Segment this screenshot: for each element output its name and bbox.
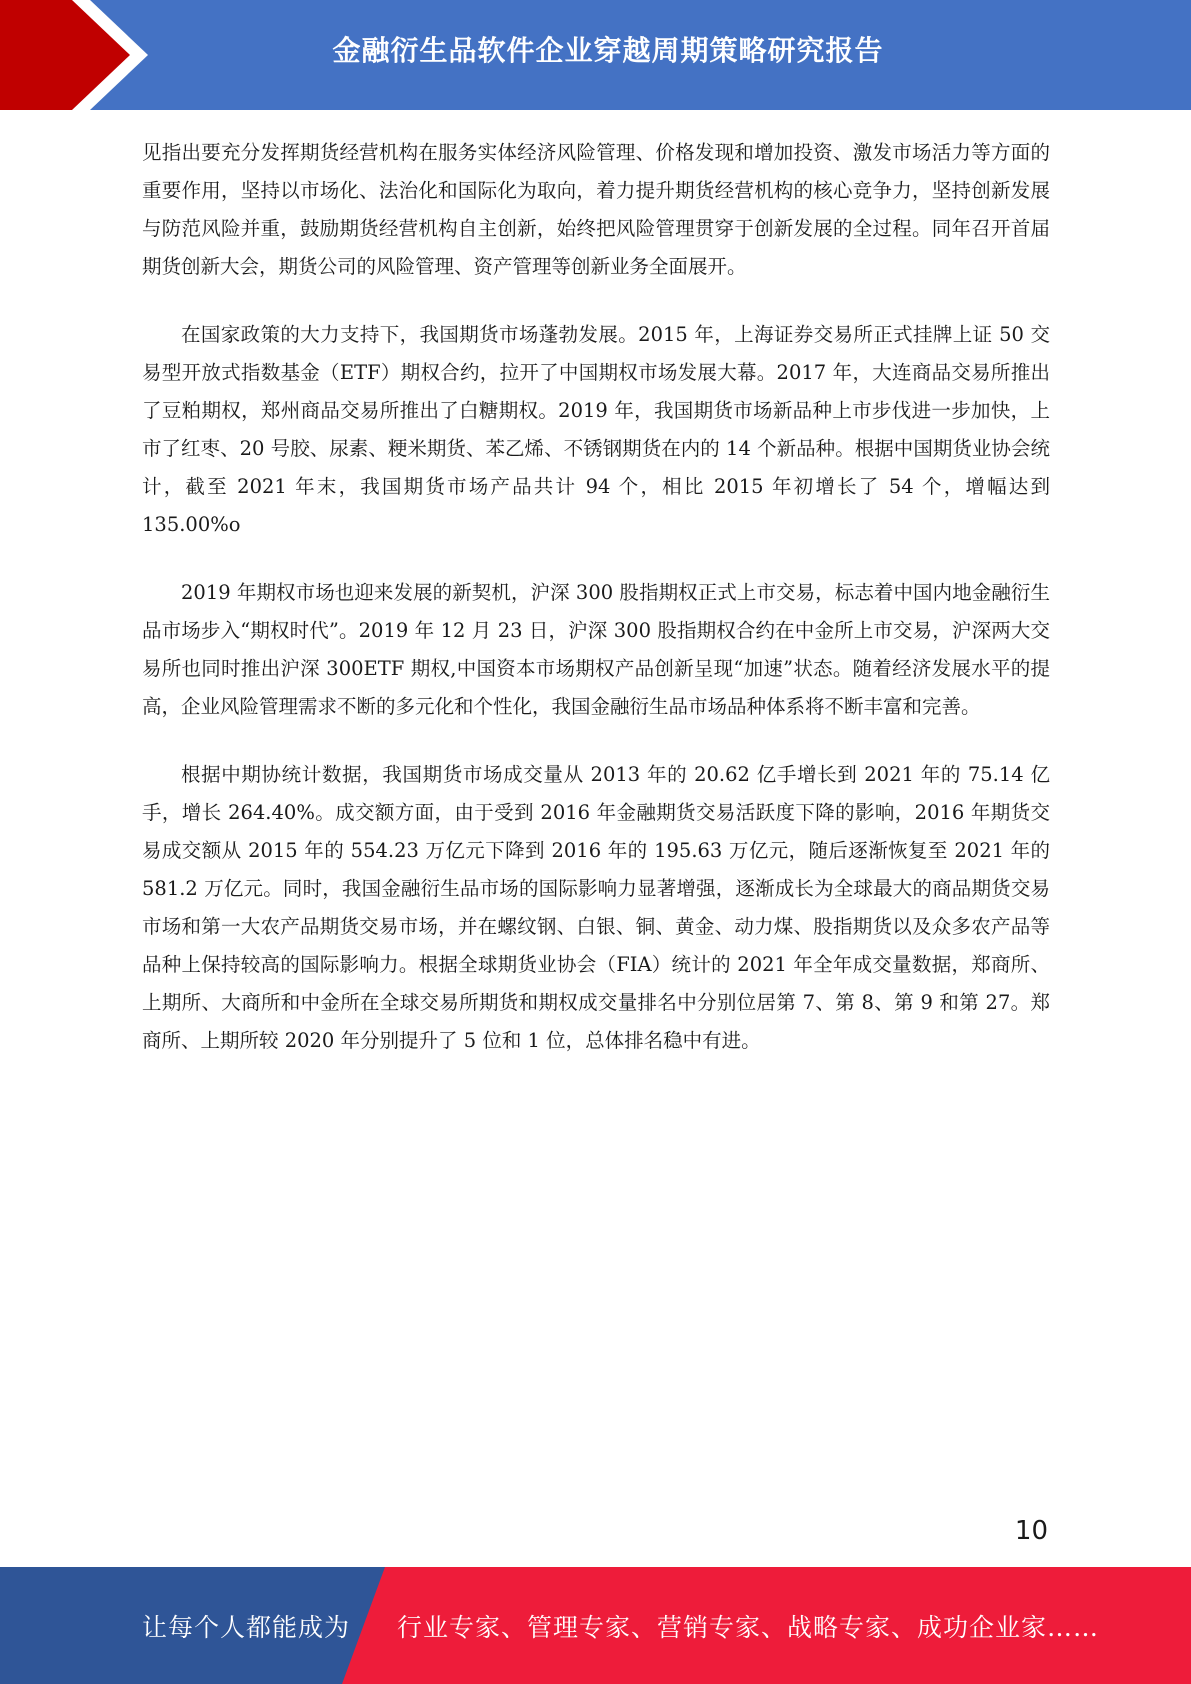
body-content <box>142 134 1050 1090</box>
report-title: 金融衍生品软件企业穿越周期策略研究报告 <box>332 34 884 67</box>
paragraph-3: 2019 年期权市场也迎来发展的新契机，沪深 300 股指期权正式上市交易，标志着中国内地金融衍生品市场步入“期权时代”。2019 年 12 月 23 日，沪深 300 股指期权合约在中金所上市交易，沪深两大交易所也同时推出沪深 300ETF 期权,中国资本市场期权产品创新呈现“加速”状态。随着经济发展水平的提高，企业风险管理需求不断的多元化和个性化，我国金融衍生品市场品种体系将不断丰富和完善。 <box>142 581 1050 718</box>
paragraph-1: 见指出要充分发挥期货经营机构在服务实体经济风险管理、价格发现和增加投资、激发市场活力等方面的重要作用，坚持以市场化、法治化和国际化为取向，着力提升期货经营机构的核心竞争力，坚持创新发展与防范风险并重，鼓励期货经营机构自主创新，始终把风险管理贯穿于创新发展的全过程。同年召开首届期货创新大会，期货公司的风险管理、资产管理等创新业务全面展开。 <box>142 141 1050 278</box>
page-number: 10 <box>1014 1516 1048 1546</box>
page-footer <box>0 1567 1191 1684</box>
page-header <box>0 0 1191 110</box>
paragraph-2: 在国家政策的大力支持下，我国期货市场蓬勃发展。2015 年，上海证券交易所正式挂牌上证 50 交易型开放式指数基金（ETF）期权合约，拉开了中国期权市场发展大幕。2017 年，大连商品交易所推出了豆粕期权，郑州商品交易所推出了白糖期权。2019 年，我国期货市场新品种上市步伐进一步加快，上市了红枣、20 号胶、尿素、粳米期货、苯乙烯、不锈钢期货在内的 14 个新品种。根据中国期货业协会统计，截至 2021 年末，我国期货市场产品共计 94 个，相比 2015 年初增长了 54 个，增幅达到 135.00%o <box>142 323 1050 536</box>
paragraph-4: 根据中期协统计数据，我国期货市场成交量从 2013 年的 20.62 亿手增长到 2021 年的 75.14 亿手，增长 264.40%。成交额方面，由于受到 2016 年金融期货交易活跃度下降的影响，2016 年期货交易成交额从 2015 年的 554.23 万亿元下降到 2016 年的 195.63 万亿元，随后逐渐恢复至 2021 年的 581.2 万亿元。同时，我国金融衍生品市场的国际影响力显著增强，逐渐成长为全球最大的商品期货交易市场和第一大农产品期货交易市场，并在螺纹钢、白银、铜、黄金、动力煤、股指期货以及众多农产品等品种上保持较高的国际影响力。根据全球期货业协会（FIA）统计的 2021 年全年成交量数据，郑商所、上期所、大商所和中金所在全球交易所期货和期权成交量排名中分别位居第 7、第 8、第 9 和第 27。郑商所、上期所较 2020 年分别提升了 5 位和 1 位，总体排名稳中有进。 <box>142 763 1050 1052</box>
footer-slogan-right: 行业专家、管理专家、营销专家、战略专家、成功企业家…… <box>397 1612 1100 1642</box>
footer-slogan-left: 让每个人都能成为 <box>142 1612 351 1642</box>
